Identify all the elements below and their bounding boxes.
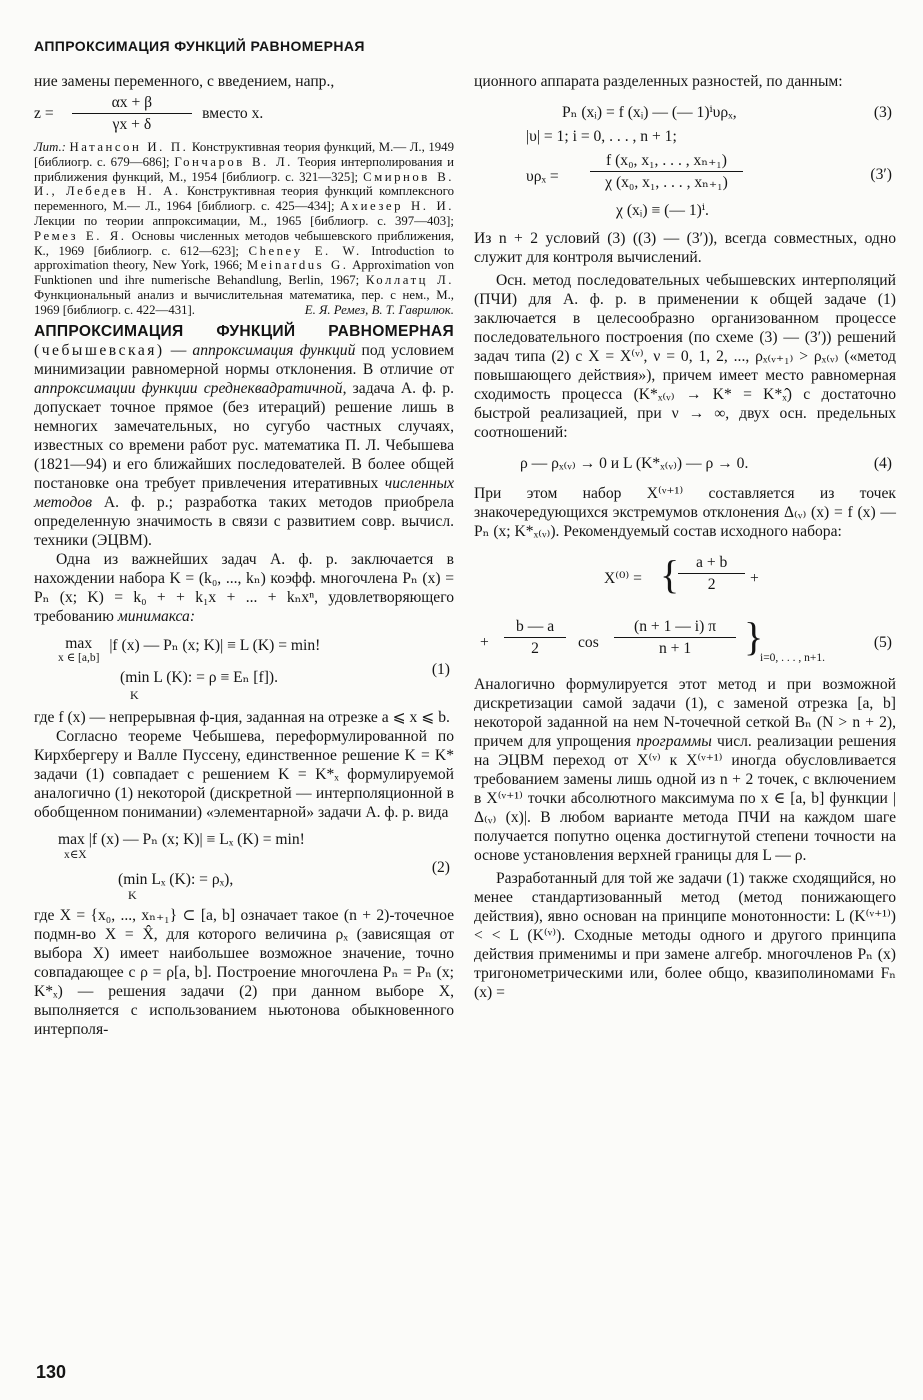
paragraph-conditions: Из n + 2 условий (3) ((3) — (3′)), всегда совместных, одно служит для контроля вычислений. — [474, 230, 896, 266]
formula-3-number: (3) — [873, 104, 892, 121]
paragraph-extremum-set: При этом набор X⁽ᵛ⁺¹⁾ составляется из точек знакочередующихся экстремумов отклонения Δ₍ᵥ₎ (x) = f (x) — Pₙ (x; K*ₓ₍ᵥ₎). Рекомендуемый состав исходного набора: — [474, 485, 896, 540]
link-minimax[interactable]: минимакса: — [117, 607, 196, 625]
formula-5: X⁽⁰⁾ = { $\frac{a + b}{2}$ + + $\frac{b — a}{2}$ cos $\frac{(n + 1 — i) \pi}{n + 1}$ } i=0, . . . , n+1. (5) — [480, 552, 892, 664]
paragraph-newton: ционного аппарата разделенных разностей, по данным: — [474, 73, 843, 90]
brace-close: } — [744, 614, 764, 659]
literature-block: Лит.: Натансон И. П. Конструктивная теория функций, М.— Л., 1949 [библиогр. с. 679—686]; Гончаров В. Л. Теория интерполирования и приближения функций, М., 1954 [библиогр. с. 321—325]; Смирнов В. И., Лебедев Н. А. Конструктивная теория функций комплексного переменного, М.— Л., 1964 [библиогр. с. 425—434]; Ахиезер Н. И. Лекции по теории аппроксимации, М., 1965 [библиогр. с. 397—403]; Ремез Е. Я. Основы численных методов чебышевского приближения, К., 1969 [библиогр. с. 612—623]; Cheney E. W. Introduction to approximation theory, New York, 1966; Meinardus G. Approximation von Funktionen und ihre numerische Behandlung, Berlin, 1967; Коллатц Л. Функциональный анализ и вычислительная математика, пер. с нем., М., 1969 [библиогр. с. 422—431]. Е. Я. Ремез, В. Т. Гаврилюк. — [34, 140, 455, 317]
article-intro: АППРОКСИМАЦИЯ ФУНКЦИЙ РАВНОМЕРНАЯ (чебышевская) — аппроксимация функций под условием минимизации равномерной нормы отклонения. В отличие от аппроксимации функции среднеквадратичной, задача А. ф. р. допускает точное прямое (без итераций) решение лишь в немногих замечательных, но сугубо частных случаях, известных со времени работ рус. математика П. Л. Чебышева (1821—94) и его ближайших последователей. В более общей постановке она требует привлечения итеративных численных методов А. ф. р.; разработка таких методов приобрела определенную значимость в связи с развитием совр. вычисл. техники (ЭЦВМ). — [34, 322, 454, 549]
link-mean-square[interactable]: аппроксимации функции среднеквадратичной — [34, 379, 343, 397]
formula-2-number: (2) — [431, 858, 450, 876]
link-numerical-methods[interactable]: численных методов — [34, 474, 454, 511]
formula-3-prime: υρₓ = $\frac{\text{f (x₀, x₁, . . . , xₙ₊₁)}}{\text{χ (x₀, x₁, . . . , xₙ₊₁)}}$ (3′) — [526, 152, 892, 191]
paragraph-where-x: где X = {x₀, ..., xₙ₊₁} ⊂ [a, b] означает такое (n + 2)-точечное подмн-во X = X̂, для которого величина ρₓ (зависящая от выбора X) имеет наибольшее возможное значение, точно совпадающее с ρ = ρ[a, b]. Построение многочлена Pₙ = Pₙ (x; K*ₓ) — решения задачи (2) при данном выборе X, выполняется с использованием ньютонова обыкновенного интерполя- — [34, 906, 454, 1038]
formula-3-cond: |υ| = 1; i = 0, . . . , n + 1; — [526, 128, 677, 145]
left-column — [34, 72, 454, 1039]
article-subtitle: (чебышевская) — [34, 341, 165, 359]
link-programs[interactable]: программы — [636, 733, 712, 750]
literature-signature: Е. Я. Ремез, В. Т. Гаврилюк. — [304, 302, 454, 317]
intro-formula: z = $\frac{\alpha x + \beta}{\gamma x + \delta}$ вместо x. — [34, 94, 264, 133]
formula-1-number: (1) — [431, 660, 450, 678]
paragraph-chebyshev-theorem: Согласно теореме Чебышева, переформулированной по Кирхбергеру и Валле Пуссену, единственное решение K = K* задачи (1) совпадает с решением K = K*ₓ формулируемой аналогично (1) некоторой (дискретной — интерполяционной в обобщенном понимании) «элементарной» задачи А. ф. р. вида — [34, 727, 454, 821]
intro-fraction: $\frac{\alpha x + \beta}{\gamma x + \delta}$ — [72, 93, 193, 134]
formula-4-number: (4) — [873, 455, 892, 472]
paragraph-main-task: Одна из важнейших задач А. ф. р. заключается в нахождении набора K = (k₀, ..., kₙ) коэфф. многочлена Pₙ (x) = Pₙ (x; K) = k₀ + + k₁x + ... + kₙxⁿ, удовлетворяющего требованию минимакса: — [34, 550, 454, 625]
paragraph-monotonicity: Разработанный для той же задачи (1) также сходящийся, но менее стандартизованный метод (метод понижающего действия), явно основан на принципе монотонности: L (K⁽ᵛ⁺¹⁾) < < L (K⁽ᵛ⁾). Сходные методы одного и другого принципа действия применимы и при замене алгебр. многочленов Pₙ (x) тригонометрическими или, более общо, квазиполиномами Fₙ (x) = — [474, 870, 896, 1001]
formula-3: Pₙ (xᵢ) = f (xᵢ) — (— 1)ⁱυρₓ, (3) — [562, 104, 892, 121]
paragraph-discretization: Аналогично формулируется этот метод и при возможной дискретизации самой задачи (1), с заменой отрезка [a, b] некоторой заданной на нем N-точечной сеткой Bₙ (N > n + 2), причем для упрощения программы числ. реализации решения на ЭЦВМ переход от X⁽ᵛ⁾ к X⁽ᵛ⁺¹⁾ иногда обусловливается требованием замены лишь одной из n + 2 точек, с включением в X⁽ᵛ⁺¹⁾ точки абсолютного максимума по x ∈ [a, b] функции |Δ₍ᵥ₎ (x)|. В любом варианте метода ПЧИ на каждом шаге получается попутно оценка достигнутой степени точности на основе установления верхней границы для L — ρ. — [474, 676, 896, 864]
formula-3-prime-chi: χ (xᵢ) ≡ (— 1)ⁱ. — [616, 202, 709, 219]
formula-4: ρ — ρₓ₍ᵥ₎ → 0 и L (K*ₓ₍ᵥ₎) — ρ → 0. (4) — [520, 455, 892, 472]
brace-open: { — [660, 552, 680, 597]
article-title: АППРОКСИМАЦИЯ ФУНКЦИЙ РАВНОМЕРНАЯ — [34, 322, 454, 340]
running-header: АППРОКСИМАЦИЯ ФУНКЦИЙ РАВНОМЕРНАЯ — [34, 38, 365, 54]
page-number: 130 — [36, 1362, 67, 1382]
paragraph-pchi-method: Осн. метод последовательных чебышевских интерполяций (ПЧИ) для А. ф. р. в применении к общей задаче (1) заключается в целесообразно организованном процессе последовательного построения (по схеме (3) — (3′)) решений задач типа (2) с X = X⁽ᵛ⁾, ν = 0, 1, 2, ..., ρₓ₍ᵥ₊₁₎ > ρₓ₍ᵥ₎ («метод повышающего действия»), причем имеет место равномерная сходимость процесса (K*ₓ₍ᵥ₎ → K* = K*ₓ̂) с достаточно быстрой реализацией, при ν → ∞, двух осн. предельных соотношений: — [474, 272, 896, 441]
formula-3-prime-number: (3′) — [870, 166, 892, 183]
intro-text: ние замены переменного, с введением, напр., — [34, 73, 335, 90]
formula-2: max |f (x) — Pₙ (x; K)| ≡ Lₓ (K) = min! x∈X (min Lₓ (K): = ρₓ), K (2) — [58, 830, 450, 902]
paragraph-continuous: где f (x) — непрерывная ф-ция, заданная на отрезке a ⩽ x ⩽ b. — [34, 708, 450, 726]
right-column — [474, 72, 896, 1002]
formula-1: max x ∈ [a,b] |f (x) — Pₙ (x; K)| ≡ L (K) = min! (min L (K): = ρ ≡ Eₙ [f]). K (1) — [58, 634, 450, 702]
link-function-approximation[interactable]: аппроксимация функций — [192, 341, 356, 359]
formula-5-number: (5) — [873, 634, 892, 651]
